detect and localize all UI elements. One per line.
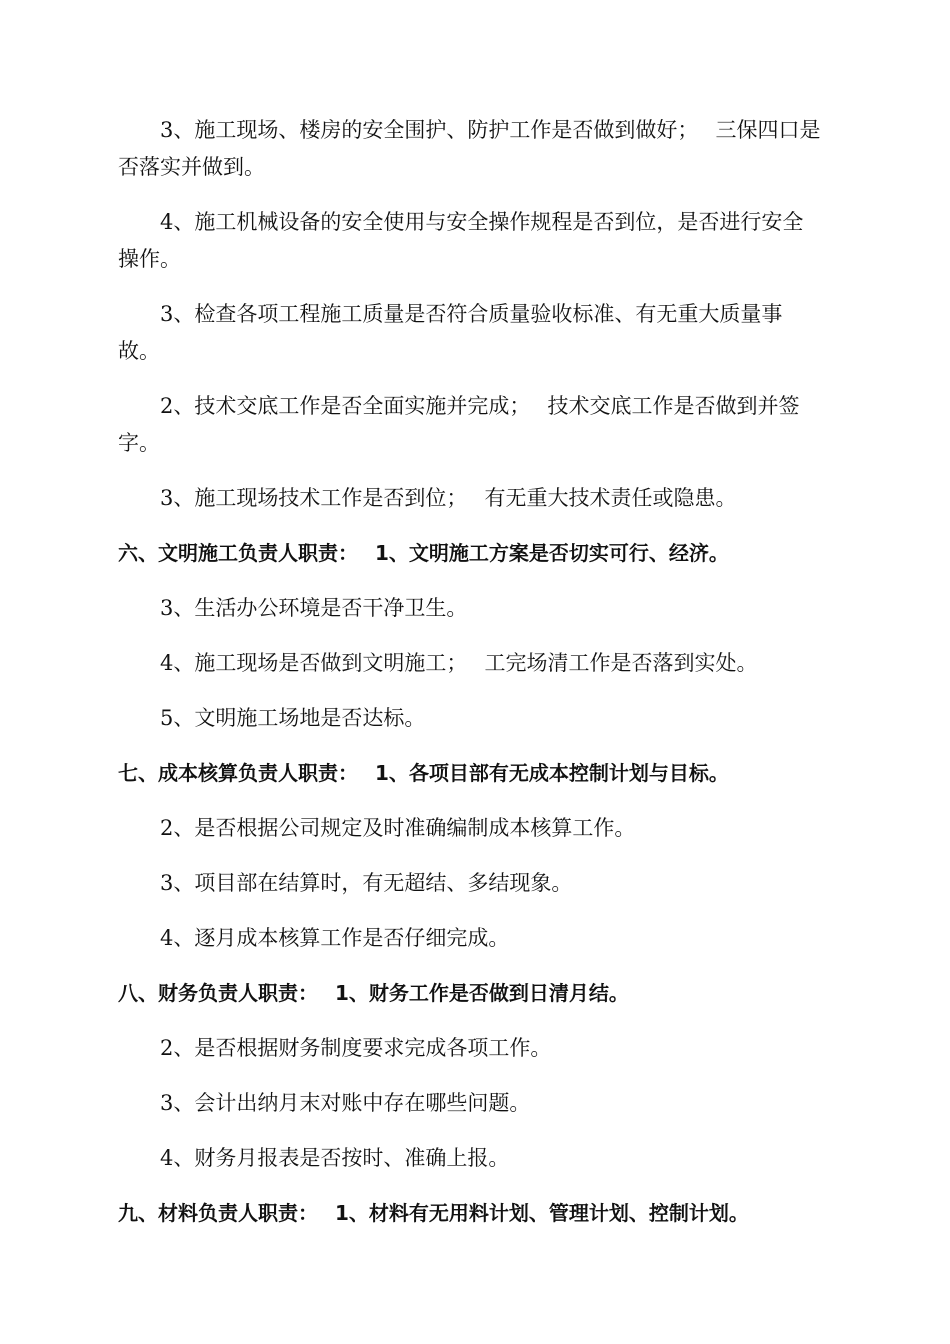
section-heading-material: 九、材料负责人职责： 1、材料有无用料计划、管理计划、控制计划。 bbox=[118, 1201, 749, 1225]
paragraph-finance-4: 4、财务月报表是否按时、准确上报。 bbox=[160, 1146, 510, 1170]
paragraph-quality-3: 3、检查各项工程施工质量是否符合质量验收标准、有无重大质量事故。 bbox=[118, 302, 783, 363]
paragraph-civilized-5: 5、文明施工场地是否达标。 bbox=[160, 706, 426, 730]
paragraph-finance-2: 2、是否根据财务制度要求完成各项工作。 bbox=[160, 1036, 552, 1060]
paragraph-safety-4: 4、施工机械设备的安全使用与安全操作规程是否到位，是否进行安全操作。 bbox=[118, 210, 804, 271]
paragraph-cost-3: 3、项目部在结算时，有无超结、多结现象。 bbox=[160, 871, 573, 895]
paragraph-cost-4: 4、逐月成本核算工作是否仔细完成。 bbox=[160, 926, 510, 950]
paragraph-tech-3: 3、施工现场技术工作是否到位； 有无重大技术责任或隐患。 bbox=[160, 486, 737, 510]
section-heading-civilized: 六、文明施工负责人职责： 1、文明施工方案是否切实可行、经济。 bbox=[118, 541, 729, 565]
section-heading-finance: 八、财务负责人职责： 1、财务工作是否做到日清月结。 bbox=[118, 981, 629, 1005]
paragraph-safety-3: 3、施工现场、楼房的安全围护、防护工作是否做到做好； 三保四口是否落实并做到。 bbox=[118, 118, 821, 179]
section-heading-cost: 七、成本核算负责人职责： 1、各项目部有无成本控制计划与目标。 bbox=[118, 761, 729, 785]
paragraph-civilized-4: 4、施工现场是否做到文明施工； 工完场清工作是否落到实处。 bbox=[160, 651, 758, 675]
paragraph-civilized-3: 3、生活办公环境是否干净卫生。 bbox=[160, 596, 468, 620]
paragraph-cost-2: 2、是否根据公司规定及时准确编制成本核算工作。 bbox=[160, 816, 636, 840]
paragraph-finance-3: 3、会计出纳月末对账中存在哪些问题。 bbox=[160, 1091, 531, 1115]
paragraph-tech-2: 2、技术交底工作是否全面实施并完成； 技术交底工作是否做到并签字。 bbox=[118, 394, 800, 455]
